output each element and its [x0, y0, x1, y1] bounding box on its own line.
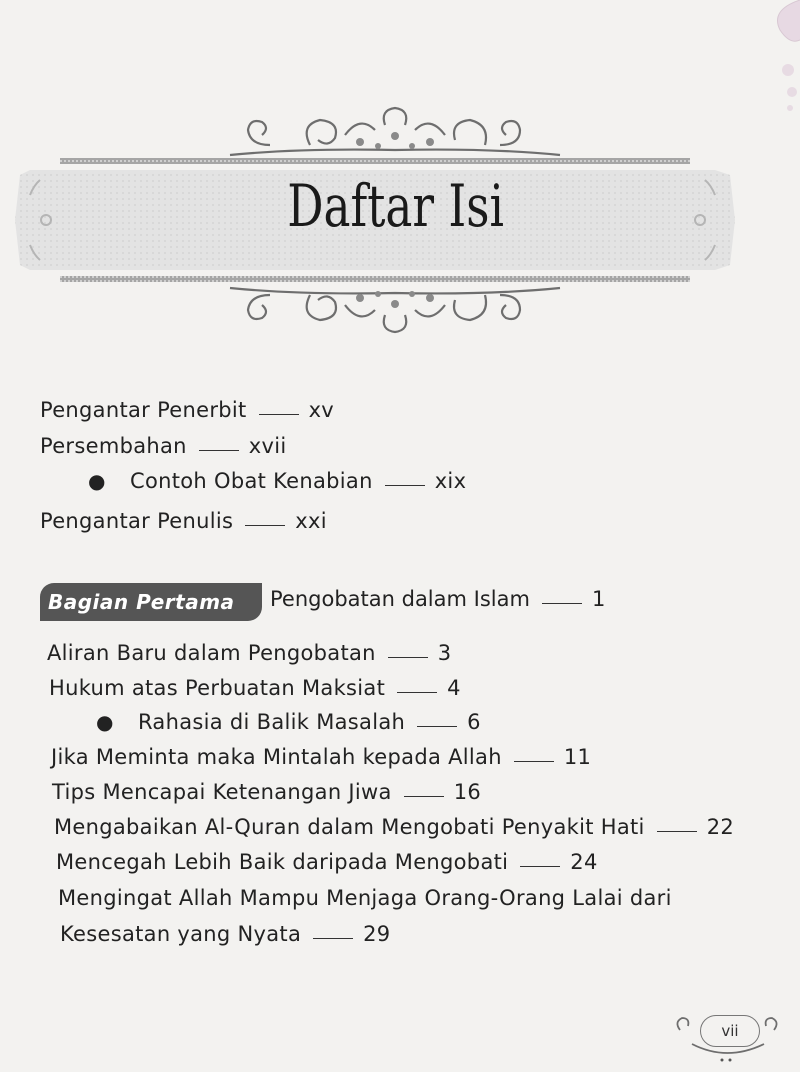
leader-line — [245, 525, 285, 526]
bullet-icon: ● — [96, 710, 114, 734]
toc-entry — [60, 922, 390, 946]
toc-entry — [51, 745, 591, 769]
section-title — [270, 587, 605, 611]
toc-entry-label: Contoh Obat Kenabian — [130, 469, 373, 493]
toc-entry-page: 11 — [563, 745, 592, 769]
toc-entry-page: xvii — [248, 434, 287, 458]
toc-entry — [56, 850, 598, 874]
toc-entry-label: Mengingat Allah Mampu Menjaga Orang-Orang Lalai dari — [58, 886, 672, 910]
toc-entry-label: Aliran Baru dalam Pengobatan — [47, 641, 376, 665]
bullet-icon: ● — [88, 469, 106, 493]
toc-entry-label: Persembahan — [40, 434, 187, 458]
leader-line — [397, 692, 437, 693]
toc-entry — [54, 815, 734, 839]
page-number: vii — [700, 1015, 760, 1047]
leader-line — [514, 761, 554, 762]
leader-line — [313, 938, 353, 939]
leader-line — [542, 603, 582, 604]
toc-entry — [58, 886, 672, 910]
leader-line — [388, 657, 428, 658]
leader-line — [199, 450, 239, 451]
toc-entry — [40, 434, 287, 458]
leader-line — [657, 831, 697, 832]
toc-entry — [40, 509, 327, 533]
toc-entry-label: Kesesatan yang Nyata — [60, 922, 302, 946]
section-tag: Bagian Pertama — [40, 583, 262, 621]
toc-entry-label: Hukum atas Perbuatan Maksiat — [49, 676, 386, 700]
toc-entry-page: 6 — [467, 710, 481, 734]
page-title: Daftar Isi — [287, 172, 504, 240]
toc-entry-label: Jika Meminta maka Mintalah kepada Allah — [51, 745, 502, 769]
toc-entry-page: 3 — [437, 641, 452, 665]
toc-entry-page: 29 — [363, 922, 391, 946]
toc-entry-page: xix — [434, 469, 467, 493]
leader-line — [520, 866, 560, 867]
toc-entry — [96, 710, 481, 734]
section-title-page: 1 — [591, 587, 606, 611]
toc-entry-page: xv — [308, 398, 335, 422]
leader-line — [259, 414, 299, 415]
toc-entry — [40, 398, 334, 422]
toc-entry-label: Rahasia di Balik Masalah — [138, 710, 406, 734]
toc-entry — [49, 676, 461, 700]
toc-entry-label: Tips Mencapai Ketenangan Jiwa — [52, 780, 392, 804]
toc-entry-page: 22 — [706, 815, 735, 839]
toc-entry-page: xxi — [295, 509, 327, 533]
toc-entry-page: 16 — [453, 780, 482, 804]
leader-line — [404, 796, 444, 797]
toc-entry — [88, 469, 466, 493]
toc-entry-label: Mengabaikan Al-Quran dalam Mengobati Penyakit Hati — [54, 815, 645, 839]
toc-entry-label: Pengantar Penerbit — [40, 398, 247, 422]
toc-entry-label: Pengantar Penulis — [40, 509, 234, 533]
toc-entry-label: Mencegah Lebih Baik daripada Mengobati — [56, 850, 509, 874]
toc-entry-page: 24 — [570, 850, 598, 874]
leader-line — [417, 726, 457, 727]
toc-entry — [52, 780, 481, 804]
section-title-label: Pengobatan dalam Islam — [270, 587, 530, 611]
toc-entry — [47, 641, 451, 665]
toc-entry-page: 4 — [447, 676, 461, 700]
leader-line — [385, 485, 425, 486]
